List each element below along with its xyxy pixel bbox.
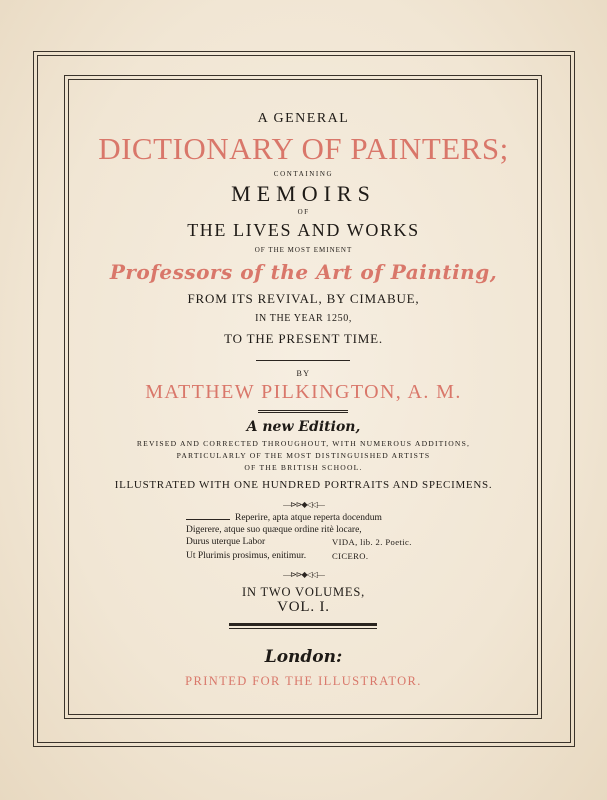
line-of: OF: [297, 208, 310, 216]
quote-line-3-attribution: VIDA, lib. 2. Poetic.: [332, 537, 412, 547]
line-london: London:: [264, 647, 343, 667]
quote-line-1: Reperire, apta atque reperta docendum: [235, 513, 382, 523]
line-revised: REVISED AND CORRECTED THROUGHOUT, WITH NUMEROUS ADDITIONS,: [136, 439, 471, 448]
rule-2b: [258, 412, 348, 413]
line-illustrated: ILLUSTRATED WITH ONE HUNDRED PORTRAITS AND SPECIMENS.: [114, 479, 493, 491]
thick-rule: [229, 623, 377, 626]
ornament-2: —⊳⊳◆◁◁—: [283, 570, 324, 579]
ornament-1: —⊳⊳◆◁◁—: [283, 500, 324, 509]
line-revival: FROM ITS REVIVAL, BY CIMABUE,: [187, 291, 420, 306]
quote-dash: [186, 519, 230, 520]
line-most-eminent: OF THE MOST EMINENT: [254, 246, 353, 254]
line-year: IN THE YEAR 1250,: [255, 313, 352, 324]
thin-rule: [229, 628, 377, 629]
quote-line-4-attribution: CICERO.: [332, 551, 369, 561]
line-containing: CONTAINING: [273, 170, 334, 178]
quote-line-2: Digerere, atque suo quæque ordine ritè locare,: [186, 525, 362, 535]
rule-2a: [258, 410, 348, 411]
line-particularly: PARTICULARLY OF THE MOST DISTINGUISHED ARTISTS: [176, 451, 431, 460]
rule-1: [256, 360, 350, 361]
line-new-edition: A new Edition,: [246, 419, 361, 435]
line-memoirs: MEMOIRS: [231, 181, 376, 206]
line-professors: Professors of the Art of Painting,: [109, 260, 498, 284]
main-title: DICTIONARY OF PAINTERS;: [98, 131, 509, 166]
line-british-school: OF THE BRITISH SCHOOL.: [244, 463, 363, 472]
line-lives-works: THE LIVES AND WORKS: [187, 220, 420, 240]
line-present-time: TO THE PRESENT TIME.: [224, 331, 383, 346]
line-by: BY: [296, 369, 311, 378]
quote-line-3: Durus uterque Labor: [186, 537, 266, 547]
line-a-general: A GENERAL: [257, 111, 350, 126]
line-two-volumes: IN TWO VOLUMES,: [242, 585, 365, 599]
line-printed-for: PRINTED FOR THE ILLUSTRATOR.: [185, 674, 422, 688]
line-volume-number: VOL. I.: [277, 599, 330, 615]
quote-line-4: Ut Plurimis prosimus, enitimur.: [186, 551, 307, 561]
author-name: MATTHEW PILKINGTON, A. M.: [145, 381, 462, 403]
